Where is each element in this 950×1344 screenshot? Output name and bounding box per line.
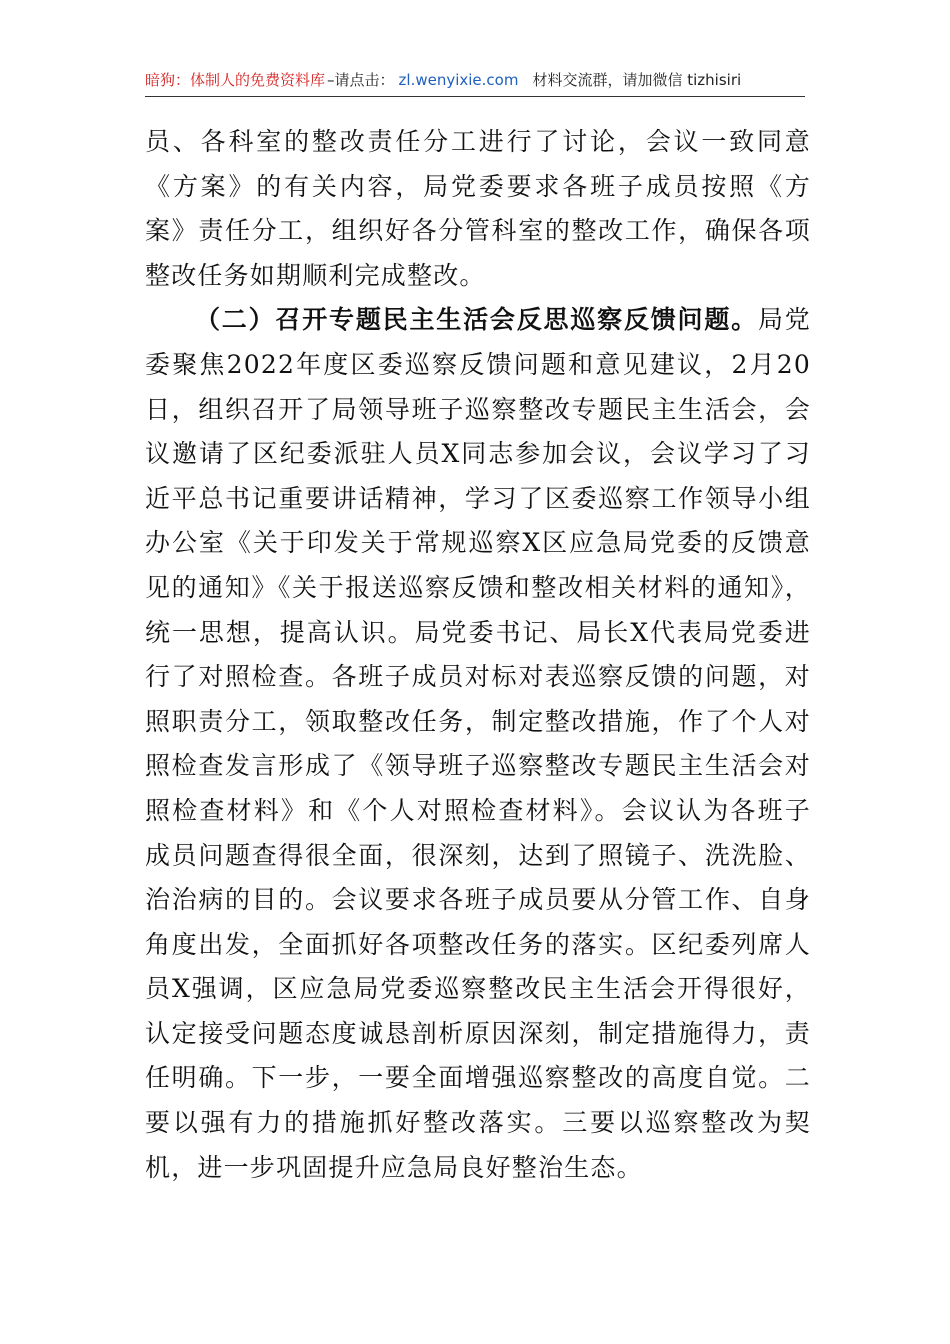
section-heading: （二）召开专题民主生活会反思巡察反馈问题。 [195,305,758,335]
header-link[interactable]: zl.wenyixie.com [398,71,519,89]
header-brand: 暗狗：体制人的免费资料库 [145,71,326,89]
paragraph-section-two [145,298,811,1190]
header-prompt: –请点击： [327,71,395,89]
paragraph-continued [145,120,811,298]
paragraph-text: 局党委聚焦2022年度区委巡察反馈问题和意见建议，2月20日，组织召开了局领导班子巡察整改专题民主生活会，会议邀请了区纪委派驻人员X同志参加会议，会议学习了习近平总书记重要讲话精神，学习了区委巡察工作领导小组办公室《关于印发关于常规巡察X区应急局党委的反馈意见的通知》《关于报送巡察反馈和整改相关材料的通知》，统一思想，提高认识。局党委书记、局长X代表局党委进行了对照检查。各班子成员对标对表巡察反馈的问题，对照职责分工，领取整改任务，制定整改措施，作了个人对照检查发言形成了《领导班子巡察整改专题民主生活会对照检查材料》和《个人对照检查材料》。会议认为各班子成员问题查得很全面，很深刻，达到了照镜子、洗洗脸、治治病的目的。会议要求各班子成员要从分管工作、自身角度出发，全面抓好各项整改任务的落实。区纪委列席人员X强调，区应急局党委巡察整改民主生活会开得很好，认定接受问题态度诚恳剖析原因深刻，制定措施得力，责任明确。下一步，一要全面增强巡察整改的高度自觉。二要以强有力的措施抓好整改落实。三要以巡察整改为契机，进一步巩固提升应急局良好整治生态。 [145,305,811,1182]
page-header [145,66,805,97]
document-body [145,120,811,1190]
header-wechat-note: 材料交流群，请加微信 tizhisiri [532,71,742,89]
paragraph-text: 员、各科室的整改责任分工进行了讨论，会议一致同意《方案》的有关内容，局党委要求各班子成员按照《方案》责任分工，组织好各分管科室的整改工作，确保各项整改任务如期顺利完成整改。 [145,127,811,290]
